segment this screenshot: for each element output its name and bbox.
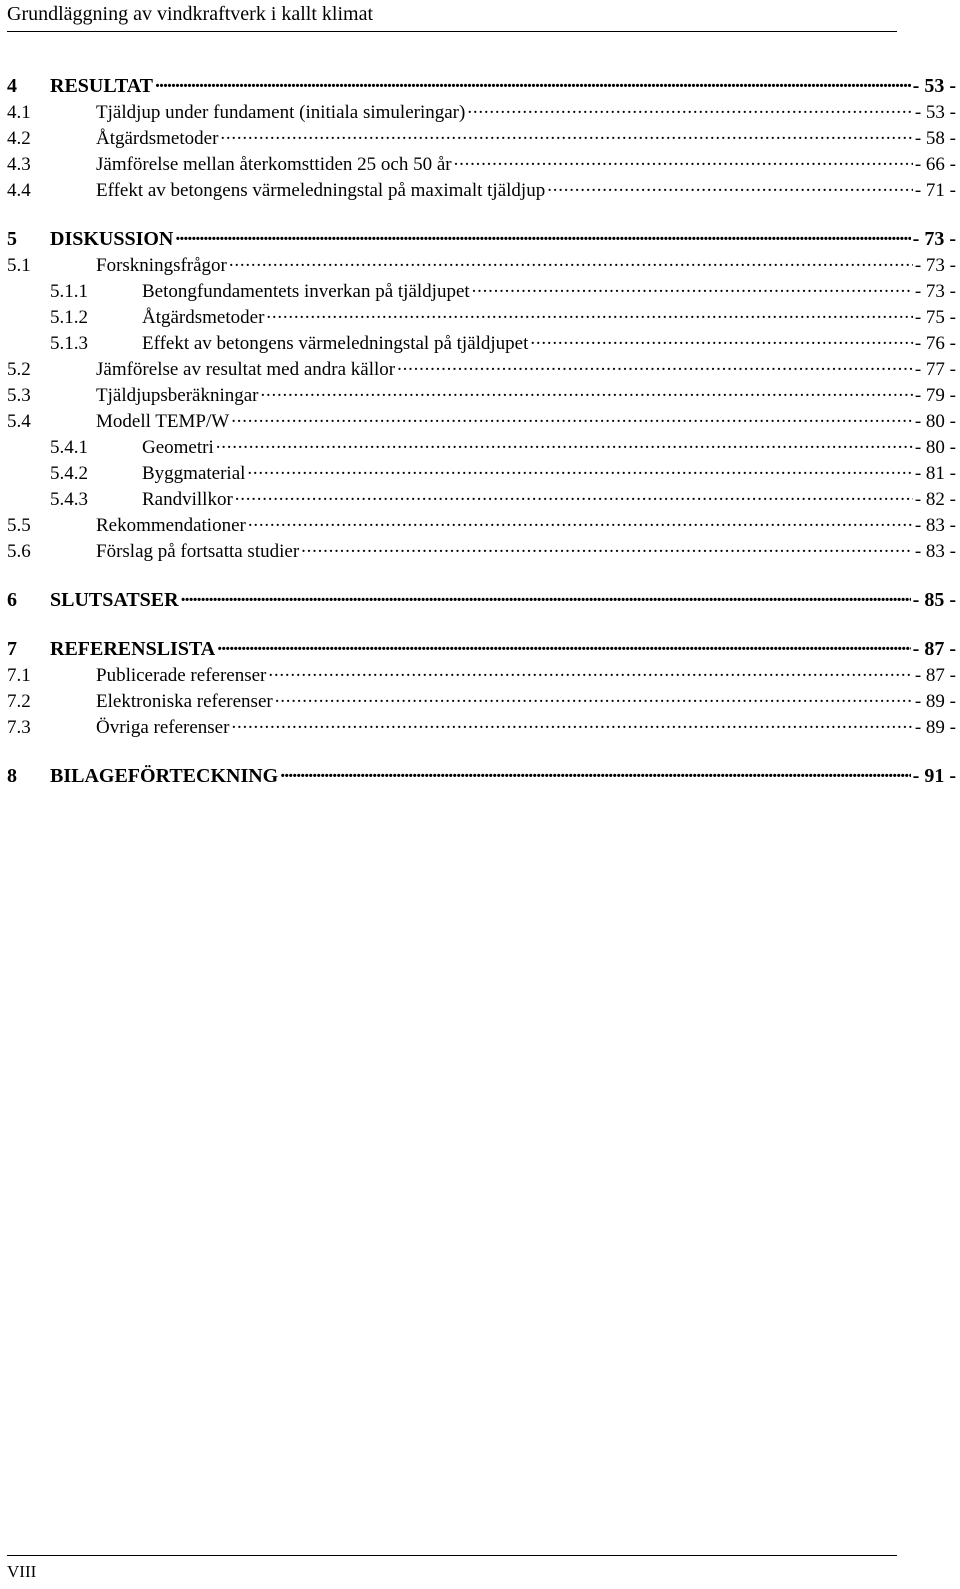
dot-leader <box>397 356 913 375</box>
toc-entry-title: Jämförelse mellan återkomsttiden 25 och 50 år <box>96 154 452 175</box>
toc-entry-page: - 53 - <box>912 75 956 97</box>
dot-leader <box>266 304 912 323</box>
toc-entry[interactable] <box>7 177 956 203</box>
toc-entry-title: Övriga referenser <box>96 717 230 738</box>
toc-entry-page: - 89 - <box>914 717 956 738</box>
toc-entry-number: 5.2 <box>7 359 31 380</box>
toc-entry-page: - 79 - <box>914 385 956 406</box>
toc-entry-number: 5.1.3 <box>50 333 88 354</box>
toc-entry-page: - 82 - <box>914 489 956 510</box>
toc-entry-title: Åtgärdsmetoder <box>96 128 219 149</box>
toc-entry-title: Rekommendationer <box>96 515 246 536</box>
dot-leader <box>175 225 910 245</box>
dot-leader <box>530 330 912 349</box>
toc-entry-title: Geometri <box>142 437 214 458</box>
table-of-contents <box>7 72 956 789</box>
toc-entry[interactable] <box>7 252 956 278</box>
footer-page-number: VIII <box>7 1562 37 1581</box>
dot-leader <box>467 99 913 118</box>
dot-leader <box>248 512 913 531</box>
toc-entry-number: 4 <box>7 75 17 97</box>
toc-entry-number: 5.4.2 <box>50 463 88 484</box>
toc-entry-title: Jämförelse av resultat med andra källor <box>96 359 396 380</box>
toc-entry-title: SLUTSATSER <box>50 589 179 611</box>
toc-entry[interactable] <box>7 586 956 613</box>
toc-entry-page: - 58 - <box>914 128 956 149</box>
toc-entry-title: DISKUSSION <box>50 228 174 250</box>
dot-leader <box>261 382 913 401</box>
toc-entry-number: 7 <box>7 638 17 660</box>
toc-entry-page: - 77 - <box>914 359 956 380</box>
dot-leader <box>301 538 913 557</box>
toc-entry-title: Åtgärdsmetoder <box>142 307 265 328</box>
toc-entry-title: RESULTAT <box>50 75 154 97</box>
toc-entry-page: - 89 - <box>914 691 956 712</box>
toc-entry[interactable] <box>7 762 956 789</box>
dot-leader <box>268 662 912 681</box>
dot-leader <box>454 151 913 170</box>
toc-entry-number: 6 <box>7 589 17 611</box>
toc-entry-page: - 80 - <box>914 437 956 458</box>
toc-entry-page: - 85 - <box>912 589 956 611</box>
toc-entry-title: Tjäldjupsberäkningar <box>96 385 259 406</box>
toc-entry-number: 5.6 <box>7 541 31 562</box>
dot-leader <box>247 460 912 479</box>
toc-entry[interactable] <box>7 304 956 330</box>
dot-leader <box>231 408 913 427</box>
dot-leader <box>181 586 911 606</box>
toc-entry[interactable] <box>7 538 956 564</box>
toc-entry-page: - 71 - <box>914 180 956 201</box>
dot-leader <box>275 688 913 707</box>
toc-entry-page: - 73 - <box>912 228 956 250</box>
dot-leader <box>155 72 911 92</box>
toc-entry-title: Tjäldjup under fundament (initiala simuleringar) <box>96 102 466 123</box>
toc-entry-number: 5.1.2 <box>50 307 88 328</box>
toc-entry-number: 5.1 <box>7 255 31 276</box>
toc-entry[interactable] <box>7 330 956 356</box>
toc-entry-title: Modell TEMP/W <box>96 411 230 432</box>
toc-entry[interactable] <box>7 225 956 252</box>
toc-entry-number: 5.1.1 <box>50 281 88 302</box>
dot-leader <box>231 714 912 733</box>
toc-entry-page: - 73 - <box>914 255 956 276</box>
toc-entry-title: Betongfundamentets inverkan på tjäldjupet <box>142 281 470 302</box>
toc-entry-number: 5.3 <box>7 385 31 406</box>
toc-entry-title: Förslag på fortsatta studier <box>96 541 300 562</box>
toc-entry-page: - 83 - <box>914 515 956 536</box>
toc-entry-page: - 75 - <box>914 307 956 328</box>
toc-entry[interactable] <box>7 125 956 151</box>
dot-leader <box>547 177 913 196</box>
toc-entry[interactable] <box>7 486 956 512</box>
toc-entry-number: 4.3 <box>7 154 31 175</box>
toc-entry-number: 5.4.1 <box>50 437 88 458</box>
dot-leader <box>217 635 910 655</box>
toc-entry-number: 5.4 <box>7 411 31 432</box>
header-rule <box>7 31 897 32</box>
toc-entry-title: Byggmaterial <box>142 463 246 484</box>
toc-entry[interactable] <box>7 356 956 382</box>
toc-entry-page: - 87 - <box>914 665 956 686</box>
toc-entry-number: 5 <box>7 228 17 250</box>
toc-entry-number: 5.4.3 <box>50 489 88 510</box>
toc-entry[interactable] <box>7 460 956 486</box>
toc-entry-page: - 91 - <box>912 765 956 787</box>
toc-entry-title: BILAGEFÖRTECKNING <box>50 765 279 787</box>
toc-entry[interactable] <box>7 278 956 304</box>
toc-entry-page: - 80 - <box>914 411 956 432</box>
toc-entry[interactable] <box>7 151 956 177</box>
toc-entry-title: Elektroniska referenser <box>96 691 273 712</box>
toc-entry[interactable] <box>7 382 956 408</box>
toc-entry-number: 4.4 <box>7 180 31 201</box>
dot-leader <box>235 486 913 505</box>
toc-entry-page: - 87 - <box>912 638 956 660</box>
toc-entry-title: Randvillkor <box>142 489 233 510</box>
dot-leader <box>220 125 912 144</box>
toc-entry[interactable] <box>7 99 956 125</box>
toc-entry[interactable] <box>7 714 956 740</box>
toc-entry-title: Publicerade referenser <box>96 665 267 686</box>
dot-leader <box>280 762 910 782</box>
toc-entry-number: 7.2 <box>7 691 31 712</box>
toc-entry-title: REFERENSLISTA <box>50 638 216 660</box>
dot-leader <box>229 252 913 271</box>
toc-entry-number: 4.2 <box>7 128 31 149</box>
toc-entry-title: Effekt av betongens värmeledningstal på tjäldjupet <box>142 333 529 354</box>
toc-entry[interactable] <box>7 72 956 99</box>
toc-entry-number: 8 <box>7 765 17 787</box>
toc-entry[interactable] <box>7 434 956 460</box>
toc-entry[interactable] <box>7 512 956 538</box>
toc-entry-title: Forskningsfrågor <box>96 255 227 276</box>
dot-leader <box>472 278 913 297</box>
toc-entry[interactable] <box>7 408 956 434</box>
toc-entry-title: Effekt av betongens värmeledningstal på maximalt tjäldjup <box>96 180 546 201</box>
toc-entry-page: - 83 - <box>914 541 956 562</box>
toc-entry-page: - 66 - <box>914 154 956 175</box>
toc-entry-number: 7.1 <box>7 665 31 686</box>
toc-entry-number: 4.1 <box>7 102 31 123</box>
toc-entry[interactable] <box>7 688 956 714</box>
toc-entry-number: 7.3 <box>7 717 31 738</box>
toc-entry[interactable] <box>7 635 956 662</box>
toc-entry[interactable] <box>7 662 956 688</box>
running-header: Grundläggning av vindkraftverk i kallt klimat <box>7 3 374 25</box>
toc-entry-page: - 53 - <box>914 102 956 123</box>
footer-rule <box>7 1555 897 1556</box>
toc-entry-number: 5.5 <box>7 515 31 536</box>
toc-entry-page: - 73 - <box>914 281 956 302</box>
dot-leader <box>216 434 913 453</box>
toc-entry-page: - 76 - <box>914 333 956 354</box>
toc-entry-page: - 81 - <box>914 463 956 484</box>
